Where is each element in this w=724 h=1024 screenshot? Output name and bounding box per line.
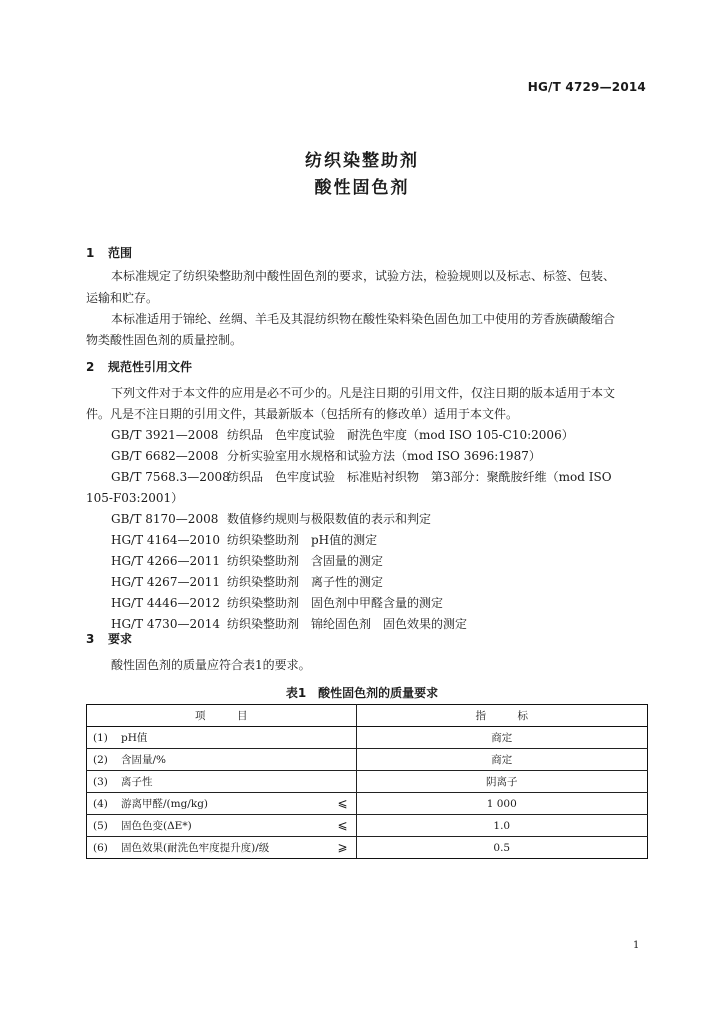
table-caption: 表1 酸性固色剂的质量要求	[285, 686, 439, 700]
reference-item	[111, 574, 383, 591]
reference-item	[111, 553, 383, 570]
document-title: 纺织染整助剂	[305, 151, 419, 171]
standard-code: HG/T 4729—2014	[527, 80, 646, 94]
comparison-sign: ⩽	[337, 818, 348, 832]
reference-code: HG/T 4730—2014	[111, 617, 220, 631]
item-label: 固色色变(ΔE*)	[121, 820, 192, 832]
paragraph-line: 本标准适用于锦纶、丝绸、羊毛及其混纺织物在酸性染料染色固色加工中使用的芳香族磺酸缩合	[111, 312, 616, 326]
reference-title: 纺织品 色牢度试验 耐洗色牢度（mod ISO 105-C10:2006）	[227, 428, 574, 442]
indicator-value: 1 000	[356, 793, 647, 815]
requirements-table	[86, 704, 648, 859]
paragraph-line: 本标准规定了纺织染整助剂中酸性固色剂的要求，试验方法，检验规则以及标志、标签、包装、	[111, 269, 616, 283]
reference-title: 分析实验室用水规格和试验方法（mod ISO 3696:1987）	[227, 449, 541, 463]
comparison-sign: ⩾	[337, 840, 348, 854]
reference-title: 纺织染整助剂 含固量的测定	[227, 554, 384, 568]
reference-code: GB/T 3921—2008	[111, 428, 219, 442]
table-row	[87, 837, 648, 859]
reference-title: 纺织染整助剂 固色剂中甲醛含量的测定	[227, 596, 444, 610]
item-cell	[87, 749, 357, 771]
reference-title: 纺织染整助剂 离子性的测定	[227, 575, 384, 589]
table-row	[87, 771, 648, 793]
reference-continuation: 105-F03:2001）	[86, 491, 184, 505]
reference-item	[111, 448, 541, 465]
header-item: 项 目	[87, 705, 357, 727]
section-title: 范围	[108, 246, 133, 260]
section-number: 2	[86, 360, 95, 374]
item-cell	[87, 771, 357, 793]
section-title: 规范性引用文件	[108, 360, 193, 374]
item-label: 含固量/%	[121, 754, 167, 766]
table-row	[87, 749, 648, 771]
reference-item	[111, 469, 612, 486]
item-cell	[87, 727, 357, 749]
paragraph-line: 下列文件对于本文件的应用是必不可少的。凡是注日期的引用文件，仅注日期的版本适用于本文	[111, 386, 616, 400]
item-cell	[87, 793, 357, 815]
section-title: 要求	[108, 632, 133, 646]
indicator-value: 商定	[356, 727, 647, 749]
reference-code: GB/T 8170—2008	[111, 512, 219, 526]
reference-item	[111, 595, 443, 612]
indicator-value: 0.5	[356, 837, 647, 859]
reference-item	[111, 511, 431, 528]
reference-code: HG/T 4446—2012	[111, 596, 220, 610]
header-indicator: 指 标	[356, 705, 647, 727]
row-number: (5)	[93, 820, 108, 832]
comparison-sign: ⩽	[337, 796, 348, 810]
row-number: (2)	[93, 754, 108, 766]
item-label: 游离甲醛/(mg/kg)	[121, 798, 209, 810]
section-number: 1	[86, 246, 95, 260]
row-number: (3)	[93, 776, 108, 788]
reference-item	[111, 616, 467, 633]
paragraph-line: 运输和贮存。	[86, 291, 159, 305]
row-number: (1)	[93, 732, 108, 744]
indicator-value: 商定	[356, 749, 647, 771]
table-row	[87, 727, 648, 749]
row-number: (4)	[93, 798, 108, 810]
reference-item	[111, 532, 377, 549]
paragraph-line: 物类酸性固色剂的质量控制。	[86, 333, 243, 347]
item-cell	[87, 815, 357, 837]
item-cell	[87, 837, 357, 859]
item-label: 固色效果(耐洗色牢度提升度)/级	[121, 842, 270, 854]
item-label: pH值	[121, 732, 148, 744]
reference-item	[111, 427, 574, 444]
table-row	[87, 793, 648, 815]
table-row	[87, 815, 648, 837]
row-number: (6)	[93, 842, 108, 854]
paragraph-line: 酸性固色剂的质量应符合表1的要求。	[111, 658, 311, 672]
indicator-value: 阴离子	[356, 771, 647, 793]
reference-title: 纺织品 色牢度试验 标准贴衬织物 第3部分：聚酰胺纤维（mod ISO	[227, 470, 612, 484]
section-3-heading	[86, 630, 132, 647]
indicator-value: 1.0	[356, 815, 647, 837]
document-subtitle: 酸性固色剂	[314, 178, 410, 198]
reference-code: HG/T 4164—2010	[111, 533, 220, 547]
reference-title: 纺织染整助剂 锦纶固色剂 固色效果的测定	[227, 617, 468, 631]
page-number: 1	[633, 940, 640, 951]
table-header-row	[87, 705, 648, 727]
reference-code: GB/T 6682—2008	[111, 449, 219, 463]
reference-code: HG/T 4266—2011	[111, 554, 220, 568]
reference-code: HG/T 4267—2011	[111, 575, 220, 589]
section-1-heading	[86, 244, 132, 261]
reference-title: 纺织染整助剂 pH值的测定	[227, 533, 378, 547]
section-2-heading	[86, 358, 192, 375]
item-label: 离子性	[121, 776, 153, 788]
section-number: 3	[86, 632, 95, 646]
reference-code: GB/T 7568.3—2008	[111, 470, 230, 484]
paragraph-line: 件。凡是不注日期的引用文件，其最新版本（包括所有的修改单）适用于本文件。	[86, 407, 519, 421]
reference-title: 数值修约规则与极限数值的表示和判定	[227, 512, 432, 526]
